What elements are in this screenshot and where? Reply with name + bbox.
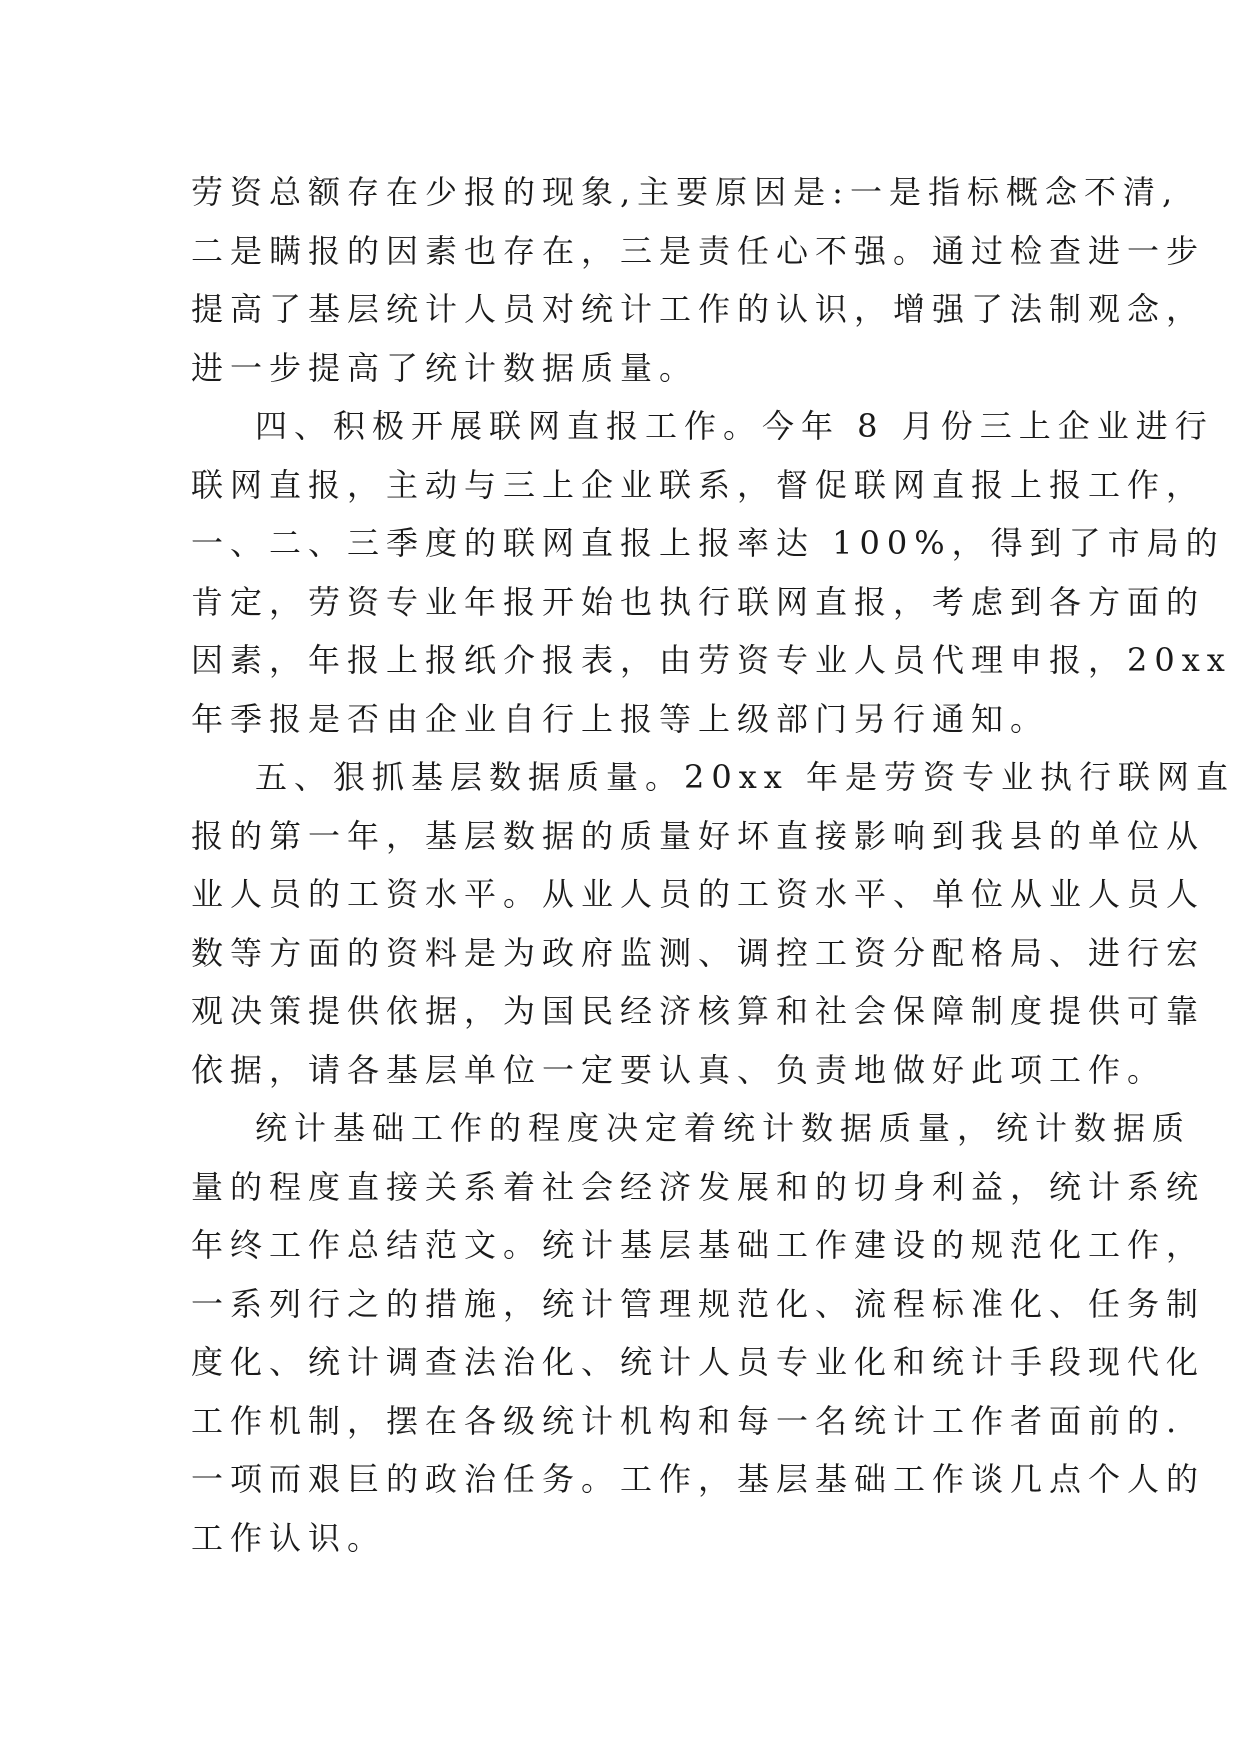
text-line: 劳资总额存在少报的现象,主要原因是:一是指标概念不清,: [191, 173, 1180, 211]
text-line: 度化、统计调查法治化、统计人员专业化和统计手段现代化: [191, 1343, 1206, 1381]
text-line: 提高了基层统计人员对统计工作的认识，增强了法制观念，: [191, 290, 1206, 328]
text-line: 观决策提供依据，为国民经济核算和社会保障制度提供可靠: [191, 992, 1206, 1030]
paragraph-start-line: 统计基础工作的程度决定着统计数据质量，统计数据质: [255, 1109, 1192, 1147]
text-line: 一项而艰巨的政治任务。工作，基层基础工作谈几点个人的: [191, 1460, 1206, 1498]
text-line: 年季报是否由企业自行上报等上级部门另行通知。: [191, 699, 1050, 738]
document-body: [191, 163, 1235, 1567]
text-line: 量的程度直接关系着社会经济发展和的切身利益，统计系统: [191, 1167, 1206, 1206]
text-line: 业人员的工资水平。从业人员的工资水平、单位从业人员人: [191, 875, 1206, 913]
text-line: 年终工作总结范文。统计基层基础工作建设的规范化工作，: [191, 1226, 1206, 1264]
text-line: 因素，年报上报纸介报表，由劳资专业人员代理申报，20xx: [191, 641, 1232, 679]
paragraph-start-line: 四、积极开展联网直报工作。今年 8 月份三上企业进行: [255, 407, 1214, 445]
paragraph-start-line: 五、狠抓基层数据质量。20xx 年是劳资专业执行联网直: [255, 758, 1235, 796]
text-line: 数等方面的资料是为政府监测、调控工资分配格局、进行宏: [191, 933, 1206, 972]
text-line: 依据，请各基层单位一定要认真、负责地做好此项工作。: [191, 1050, 1167, 1089]
text-line: 进一步提高了统计数据质量。: [191, 348, 699, 387]
text-line: 联网直报，主动与三上企业联系，督促联网直报上报工作，: [191, 465, 1206, 504]
text-line: 肯定，劳资专业年报开始也执行联网直报，考虑到各方面的: [191, 582, 1206, 621]
text-line: 报的第一年，基层数据的质量好坏直接影响到我县的单位从: [191, 816, 1206, 855]
text-line: 一、二、三季度的联网直报上报率达 100%，得到了市局的: [191, 524, 1225, 562]
text-line: 二是瞒报的因素也存在，三是责任心不强。通过检查进一步: [191, 231, 1206, 270]
text-line: 工作机制，摆在各级统计机构和每一名统计工作者面前的.: [191, 1401, 1184, 1440]
text-line: 一系列行之的措施，统计管理规范化、流程标准化、任务制: [191, 1284, 1206, 1323]
text-line: 工作认识。: [191, 1518, 387, 1557]
